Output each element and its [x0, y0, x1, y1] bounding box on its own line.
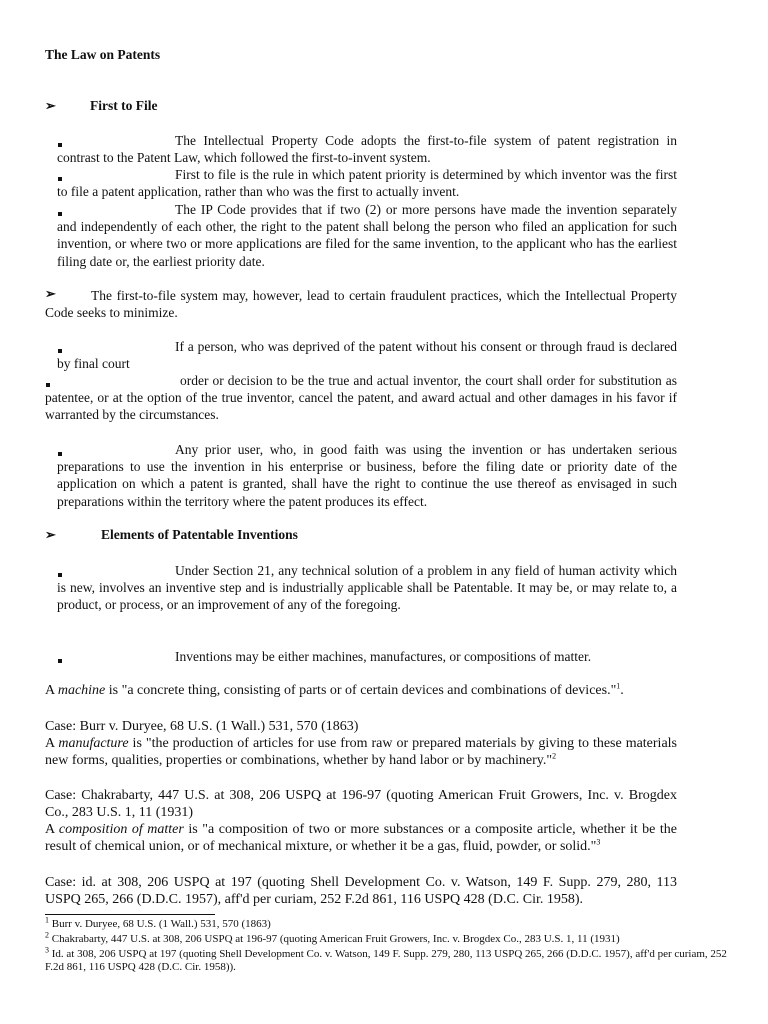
paragraph-text: First to file is the rule in which patent priority is determined by which inventor was the first to file a patent application, rather than who was the first to actually invent. [57, 167, 677, 200]
arrow-bullet-icon: ➢ [45, 98, 56, 113]
def-term: composition of matter [58, 822, 184, 837]
footnote-number: 3 [45, 945, 49, 955]
footnote-ref[interactable]: 3 [596, 837, 601, 847]
footnote [45, 915, 695, 931]
arrow-bullet-icon: ➢ [45, 527, 56, 542]
paragraph-text: The Intellectual Property Code adopts the first-to-file system of patent registration in contrast to the Patent Law, which followed the first-to-invent system. [57, 133, 677, 166]
paragraph [57, 648, 677, 665]
case-citation: Case: Burr v. Duryee, 68 U.S. (1 Wall.) 531, 570 (1863) [45, 719, 359, 734]
paragraph [57, 166, 677, 200]
footnote-text: Chakrabarty, 447 U.S. at 308, 206 USPQ at 196-97 (quoting American Fruit Growers, Inc. v. Brogdex Co., 283 U.S. 1, 11 (1931) [49, 933, 620, 945]
case-citation: Case: id. at 308, 206 USPQ at 197 (quoting Shell Development Co. v. Watson, 149 F. Supp. 279, 280, 113 USPQ 265, 266 (D.D.C. 1957), aff'd per curiam, 252 F.2d 861, 116 USPQ 428 (D.C. Cir. 1958). [45, 875, 677, 908]
paragraph-text: If a person, who was deprived of the patent without his consent or through fraud is declared by final court [57, 339, 677, 372]
case-citation: Case: Chakrabarty, 447 U.S. at 308, 206 USPQ at 196-97 (quoting American Fruit Growers, Inc. v. Brogdex Co., 283 U.S. 1, 11 (1931) [45, 788, 677, 821]
paragraph-text: Any prior user, who, in good faith was using the invention or has undertaken serious preparations to use the invention in his enterprise or business, before the filing date or priority date of the application on which a patent is granted, shall have the right to continue the use thereof as envisaged in such preparations within the territory where the patent produces its effect. [57, 442, 677, 509]
def-suffix: . [620, 683, 624, 698]
page-title: The Law on Patents [45, 47, 161, 62]
footnote-ref[interactable]: 2 [552, 751, 557, 761]
section-heading-elements: Elements of Patentable Inventions [101, 527, 298, 542]
footnote-text: Burr v. Duryee, 68 U.S. (1 Wall.) 531, 570 (1863) [49, 918, 271, 930]
paragraph [57, 441, 677, 510]
footnote-number: 2 [45, 930, 49, 940]
footnote [45, 945, 735, 974]
paragraph [45, 372, 677, 424]
paragraph-text: The IP Code provides that if two (2) or more persons have made the invention separately and independently of each other, the right to the patent shall belong the person who filed an application for such invention, or where two or more applications are filed for the same invention, to the applicant who has the earliest filing date or, the earliest priority date. [57, 202, 677, 269]
paragraph-text: Inventions may be either machines, manufactures, or compositions of matter. [175, 649, 592, 664]
def-term: manufacture [58, 736, 129, 751]
footnote-ref[interactable]: 1 [616, 681, 621, 691]
definition-composition [45, 821, 677, 855]
definition-machine [45, 682, 677, 699]
paragraph [57, 562, 677, 614]
def-prefix: A [45, 683, 58, 698]
footnote-text: Id. at 308, 206 USPQ at 197 (quoting Shell Development Co. v. Watson, 149 F. Supp. 279, 280, 113 USPQ 265, 266 (D.D.C. 1957), aff'd per curiam, 252 F.2d 861, 116 USPQ 428 (D.C. Cir. 1958)). [45, 948, 727, 973]
paragraph [57, 338, 677, 372]
paragraph-intro: The first-to-file system may, however, lead to certain fraudulent practices, which the Intellectual Property Code seeks to minimize. [45, 288, 677, 321]
section-heading-first-to-file: First to File [90, 98, 158, 113]
footnote-divider [45, 914, 215, 915]
footnote-number: 1 [45, 915, 49, 925]
definition-manufacture [45, 735, 677, 769]
def-text: is "the production of articles for use from raw or prepared materials by giving to these materials new forms, qualities, properties or combinations, whether by hand labor or by machinery." [45, 736, 678, 769]
paragraph-text: order or decision to be the true and actual inventor, the court shall order for substitution as patentee, or at the option of the true inventor, cancel the patent, and award actual and other damages in his favor if warranted by the circumstances. [45, 373, 677, 423]
def-text: is "a composition of two or more substances or a composite article, whether it be the result of chemical union, or of mechanical mixture, or whether it be a gas, fluid, powder, or solid." [45, 822, 677, 855]
arrow-bullet-icon: ➢ [45, 286, 56, 301]
def-text: is "a concrete thing, consisting of parts or of certain devices and combinations of devices." [105, 683, 617, 698]
def-term: machine [57, 683, 106, 698]
def-prefix: A [45, 736, 59, 751]
paragraph [57, 201, 677, 270]
paragraph-text: Under Section 21, any technical solution of a problem in any field of human activity which is new, involves an inventive step and is industrially applicable shall be Patentable. It may be, or may relate to, a product, or process, or an improvement of any of the foregoing. [57, 563, 677, 613]
footnote [45, 930, 745, 946]
def-prefix: A [45, 822, 59, 837]
paragraph [57, 132, 677, 166]
